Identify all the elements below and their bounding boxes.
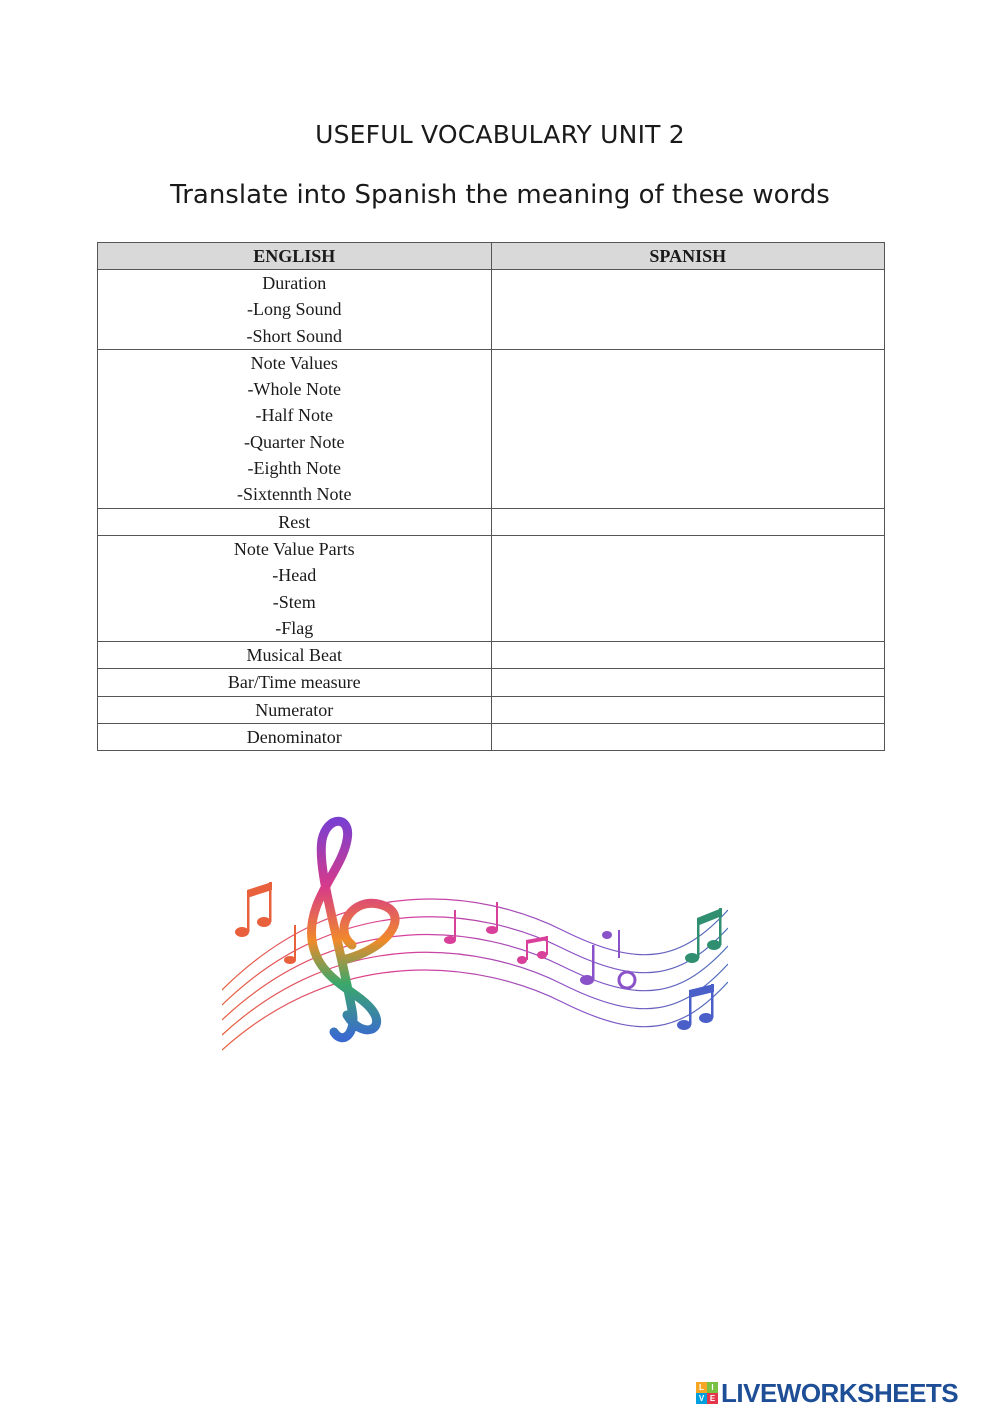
english-term-cell [98,696,492,723]
english-term: -Eighth Note [247,458,341,479]
spanish-answer-cell[interactable] [491,508,885,535]
english-term: -Stem [272,591,316,612]
liveworksheets-brand-text: LIVEWORKSHEETS [721,1377,959,1408]
table-header-row [98,243,885,270]
english-term-cell [98,724,492,751]
english-term: Denominator [246,727,342,748]
english-term: -Half Note [255,405,333,426]
spanish-answer-cell[interactable] [491,349,885,508]
spanish-answer-cell[interactable] [491,642,885,669]
english-term: Note Values [250,352,338,373]
liveworksheets-logo-icon: L I V E [696,1382,718,1404]
english-column-header: ENGLISH [98,243,492,270]
vocabulary-row [98,270,885,350]
english-term: -Quarter Note [244,431,345,452]
spanish-answer-cell[interactable] [491,270,885,350]
spanish-answer-cell[interactable] [491,724,885,751]
vocabulary-row [98,508,885,535]
english-term-cell [98,349,492,508]
liveworksheets-logo [696,1378,996,1408]
english-term: Bar/Time measure [227,672,361,693]
treble-clef-music-notes-icon [222,810,728,1070]
english-term: -Head [272,565,317,586]
english-term: -Long Sound [247,299,342,320]
english-term-cell [98,642,492,669]
vocabulary-row [98,642,885,669]
english-term-cell [98,508,492,535]
vocabulary-row [98,724,885,751]
english-term: Note Value Parts [233,538,355,559]
english-term: -Flag [275,617,314,638]
worksheet-title: USEFUL VOCABULARY UNIT 2 [315,120,685,149]
english-term: -Sixtennth Note [237,484,352,505]
spanish-answer-cell[interactable] [491,696,885,723]
spanish-answer-cell[interactable] [491,669,885,696]
english-term: Rest [278,511,311,532]
vocabulary-table-body [98,270,885,751]
english-term: Musical Beat [246,645,342,666]
vocabulary-row [98,535,885,641]
english-term: Numerator [255,699,334,720]
vocabulary-row [98,696,885,723]
english-term: -Short Sound [246,325,342,346]
english-term-cell [98,535,492,641]
english-term: -Whole Note [247,379,341,400]
vocabulary-row [98,349,885,508]
english-term: Duration [262,273,327,293]
worksheet-instructions: Translate into Spanish the meaning of these words [170,180,830,210]
vocabulary-row [98,669,885,696]
english-term-cell [98,270,492,350]
english-term-cell [98,669,492,696]
spanish-answer-cell[interactable] [491,535,885,641]
vocabulary-table [97,242,885,751]
spanish-column-header: SPANISH [491,243,885,270]
